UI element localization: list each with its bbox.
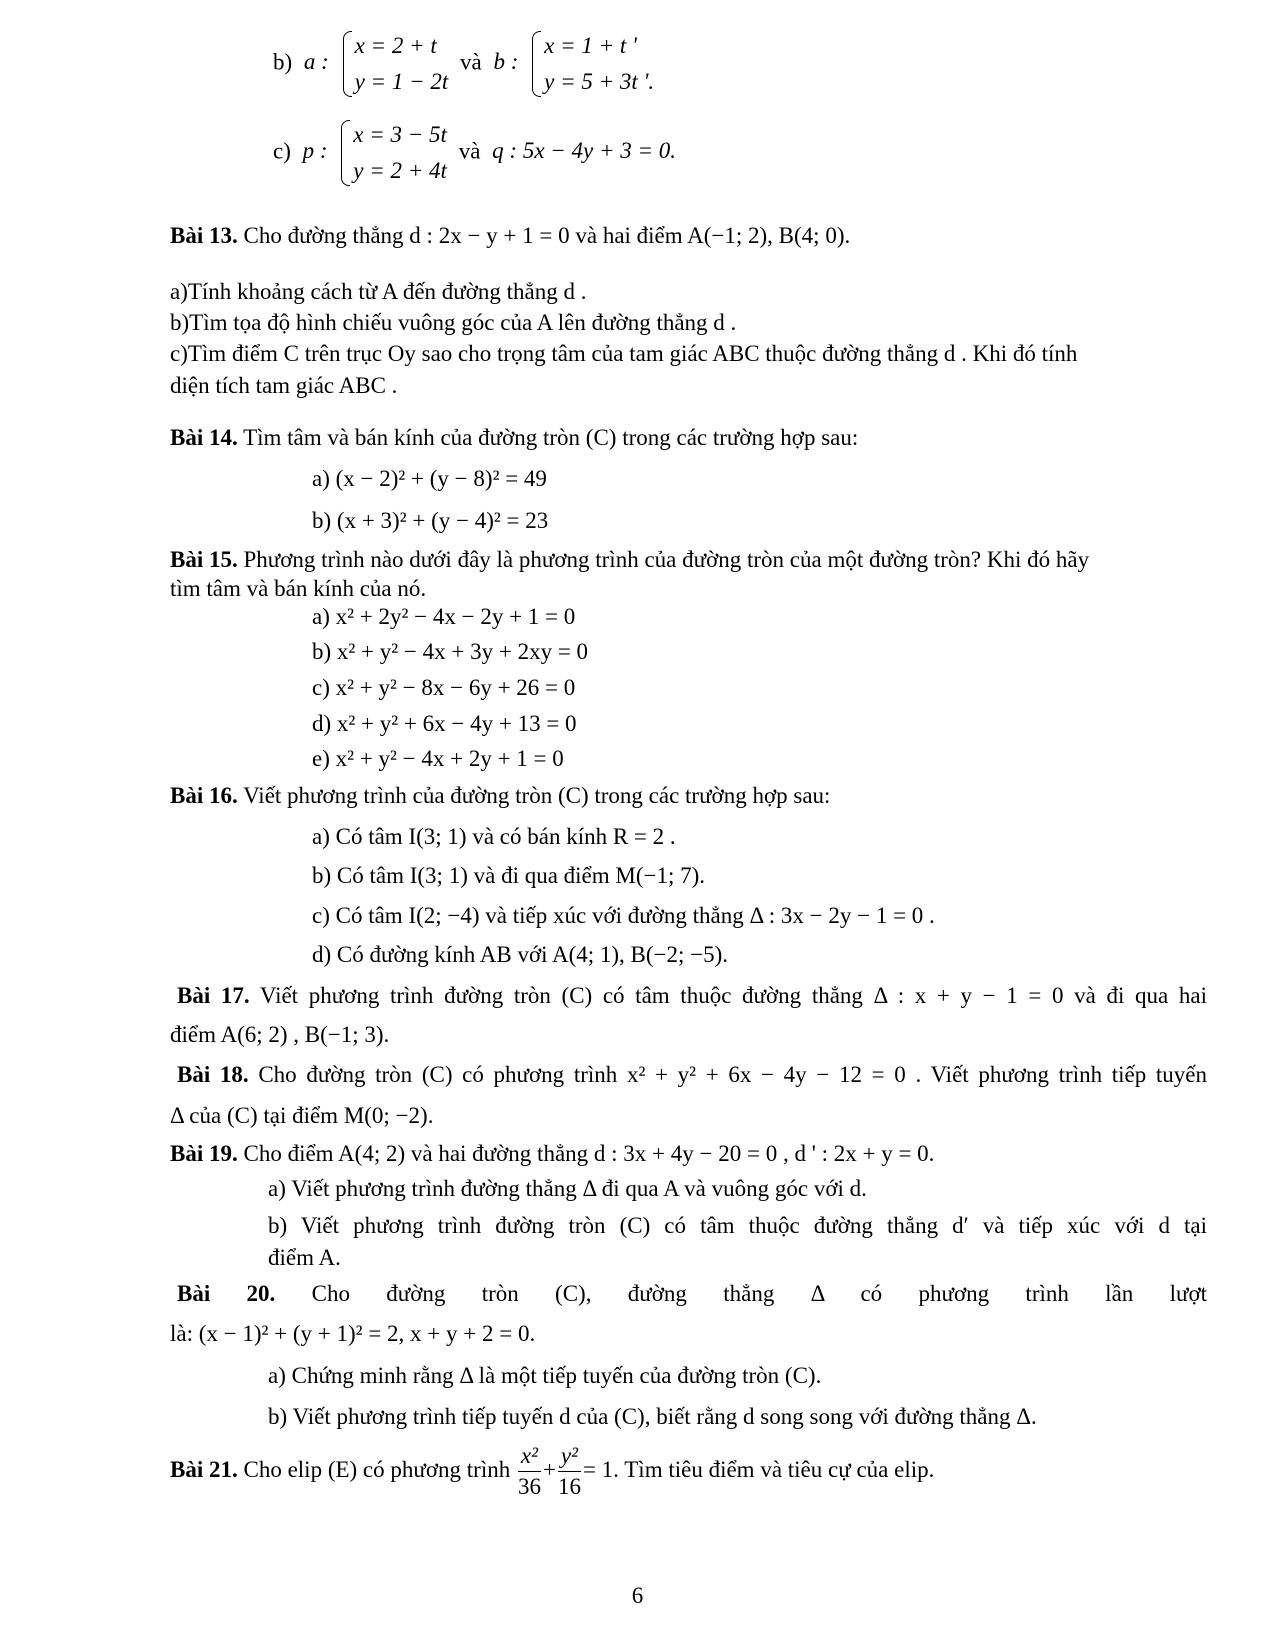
- bai13-heading-line: [170, 222, 850, 250]
- bai21-frac1-num: x²: [518, 1441, 541, 1472]
- bai15-text-line1: Phương trình nào dưới đây là phương trình của đường tròn của một đường tròn? Khi đó hãy: [243, 547, 1090, 572]
- bai13-part-b: b)Tìm tọa độ hình chiếu vuông góc của A lên đường thẳng d .: [170, 310, 737, 335]
- bai16-part-c: c) Có tâm I(2; −4) và tiếp xúc với đường thẳng Δ : 3x − 2y − 1 = 0 .: [312, 903, 935, 928]
- bai14-text: Tìm tâm và bán kính của đường tròn (C) trong các trường hợp sau:: [243, 425, 859, 450]
- bai21-text-after: = 1. Tìm tiêu điểm và tiêu cự của elip.: [582, 1457, 935, 1482]
- bai21-plus: +: [542, 1457, 556, 1482]
- bai20-title: Bài 20.: [177, 1281, 276, 1306]
- bai21-frac2-den: 16: [557, 1474, 581, 1500]
- prev-b-b-eq1: x = 1 + t ': [544, 33, 637, 58]
- bai15-part-a: a) x² + 2y² − 4x − 2y + 1 = 0: [312, 604, 576, 629]
- prev-b-system-a: [341, 28, 449, 100]
- bai16-part-b: b) Có tâm I(3; 1) và đi qua điểm M(−1; 7).: [312, 863, 706, 888]
- prev-b-b-eq2: y = 5 + 3t '.: [544, 69, 655, 94]
- bai18-text-line2: Δ của (C) tại điểm M(0; −2).: [170, 1103, 434, 1128]
- prev-c-p-eq1: x = 3 − 5t: [353, 122, 447, 147]
- bai13-part-c-line1: c)Tìm điểm C trên trục Oy sao cho trọng tâm của tam giác ABC thuộc đường thẳng d . Khi đó tính: [170, 341, 1078, 366]
- bai21-frac1-den: 36: [517, 1474, 541, 1500]
- bai15-heading-line: [170, 546, 1089, 574]
- bai21-frac2-num: y²: [558, 1441, 581, 1472]
- bai18-text-line1: Cho đường tròn (C) có phương trình x² + y² + 6x − 4y − 12 = 0 . Viết phương trình tiếp tuyến: [258, 1062, 1208, 1087]
- bai15-part-c: c) x² + y² − 8x − 6y + 26 = 0: [312, 675, 576, 700]
- bai21-line: [170, 1440, 934, 1502]
- prev-c-label: c): [273, 138, 291, 164]
- bai21-title: Bài 21.: [170, 1457, 238, 1482]
- prev-b-a-eq1: x = 2 + t: [354, 33, 437, 58]
- bai14-part-b: b) (x + 3)² + (y − 4)² = 23: [312, 508, 549, 533]
- bai16-text: Viết phương trình của đường tròn (C) trong các trường hợp sau:: [243, 783, 831, 808]
- bai17-text-line1: Viết phương trình đường tròn (C) có tâm thuộc đường thẳng Δ : x + y − 1 = 0 và đi qua hai: [259, 983, 1207, 1008]
- bai14-title: Bài 14.: [170, 425, 238, 450]
- prev-c-line-q: q : 5x − 4y + 3 = 0.: [492, 138, 677, 164]
- prev-b-label: b): [273, 49, 293, 75]
- prev-item-c: [273, 117, 676, 189]
- prev-b-line-a: a :: [303, 49, 329, 75]
- bai15-title: Bài 15.: [170, 547, 238, 572]
- prev-item-b: [273, 28, 660, 100]
- prev-c-line-p: p :: [302, 138, 328, 164]
- bai19-text: Cho điểm A(4; 2) và hai đường thẳng d : 3x + 4y − 20 = 0 , d ' : 2x + y = 0.: [243, 1141, 935, 1166]
- bai19-heading-line: [170, 1140, 934, 1168]
- prev-c-system-p: [339, 117, 447, 189]
- bai19-part-b-line2: điểm A.: [268, 1245, 341, 1270]
- bai16-part-d: d) Có đường kính AB với A(4; 1), B(−2; −5).: [312, 942, 729, 967]
- bai19-part-b-line1: b) Viết phương trình đường tròn (C) có tâm thuộc đường thẳng d′ và tiếp xúc với d tại: [268, 1213, 1207, 1238]
- bai16-heading-line: [170, 782, 830, 810]
- bai19-part-a: a) Viết phương trình đường thẳng Δ đi qua A và vuông góc với d.: [268, 1176, 867, 1201]
- prev-b-and: và: [459, 49, 482, 75]
- prev-c-and: và: [458, 138, 481, 164]
- prev-c-p-eq2: y = 2 + 4t: [353, 158, 447, 183]
- bai18-title: Bài 18.: [177, 1062, 249, 1087]
- bai17-title: Bài 17.: [177, 983, 250, 1008]
- bai21-fraction-x: [518, 1441, 541, 1502]
- page-number: 6: [631, 1583, 644, 1608]
- bai16-part-a: a) Có tâm I(3; 1) và có bán kính R = 2 .: [312, 824, 676, 849]
- bai20-text-line2: là: (x − 1)² + (y + 1)² = 2, x + y + 2 = 0.: [170, 1321, 536, 1346]
- bai20-part-b: b) Viết phương trình tiếp tuyến d của (C), biết rằng d song song với đường thẳng Δ.: [268, 1404, 1037, 1429]
- bai15-part-e: e) x² + y² − 4x + 2y + 1 = 0: [312, 746, 564, 771]
- bai17-text-line2: điểm A(6; 2) , B(−1; 3).: [170, 1022, 390, 1047]
- bai19-title: Bài 19.: [170, 1141, 238, 1166]
- bai15-part-d: d) x² + y² + 6x − 4y + 13 = 0: [312, 711, 577, 736]
- bai15-text-line2: tìm tâm và bán kính của nó.: [170, 576, 427, 601]
- prev-b-system-b: [530, 28, 654, 100]
- bai20-part-a: a) Chứng minh rằng Δ là một tiếp tuyến của đường tròn (C).: [268, 1363, 822, 1388]
- bai16-title: Bài 16.: [170, 783, 238, 808]
- bai18-line1: [177, 1059, 1207, 1091]
- bai20-line1: [177, 1278, 1207, 1310]
- bai17-line1: [177, 980, 1207, 1012]
- bai14-heading-line: [170, 424, 858, 452]
- bai20-text-line1: Cho đường tròn (C), đường thẳng Δ có phương trình lần lượt: [311, 1281, 1207, 1306]
- bai13-part-a: a)Tính khoảng cách từ A đến đường thẳng d .: [170, 279, 587, 304]
- bai13-title: Bài 13.: [170, 223, 238, 248]
- bai13-text: Cho đường thẳng d : 2x − y + 1 = 0 và hai điểm A(−1; 2), B(4; 0).: [243, 223, 851, 248]
- bai21-text-before: Cho elip (E) có phương trình: [243, 1457, 511, 1482]
- bai14-part-a: a) (x − 2)² + (y − 8)² = 49: [312, 466, 547, 491]
- prev-b-a-eq2: y = 1 − 2t: [354, 69, 449, 94]
- bai13-part-c-line2: diện tích tam giác ABC .: [170, 373, 398, 398]
- prev-b-line-b: b :: [493, 49, 519, 75]
- bai15-part-b: b) x² + y² − 4x + 3y + 2xy = 0: [312, 639, 589, 664]
- bai21-fraction-y: [558, 1441, 581, 1502]
